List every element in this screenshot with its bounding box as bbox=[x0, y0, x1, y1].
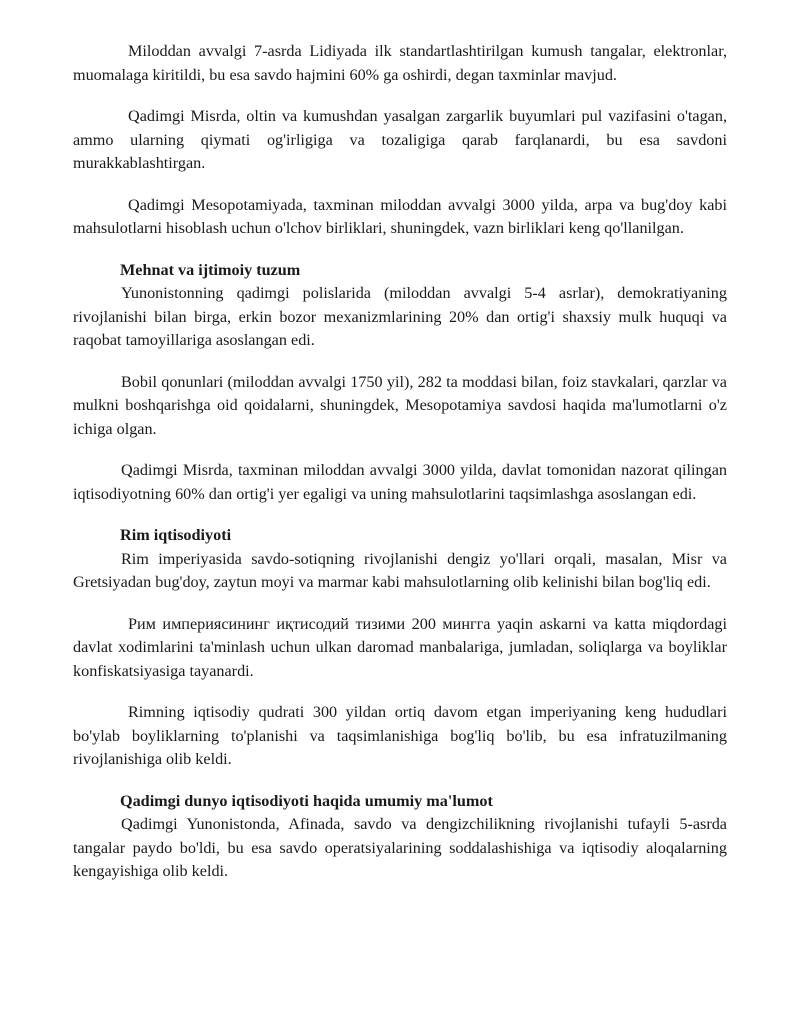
section-heading: Mehnat va ijtimoiy tuzum bbox=[120, 260, 301, 279]
paragraph: Qadimgi Yunonistonda, Afinada, savdo va dengizchilikning rivojlanishi tufayli 5-asrda tangalar paydo bo'ldi, bu esa savdo operatsiyalarining soddalashishiga va iqtisodiy aloqalarning kengayishiga olib keldi. bbox=[73, 815, 727, 880]
paragraph: Miloddan avvalgi 7-asrda Lidiyada ilk standartlashtirilgan kumush tangalar, elektronlar, muomalaga kiritildi, bu esa savdo hajmini 60% ga oshirdi, degan taxminlar mavjud. bbox=[73, 42, 727, 84]
paragraph: Yunonistonning qadimgi polislarida (miloddan avvalgi 5-4 asrlar), demokratiyaning rivojlanishi bilan birga, erkin bozor mexanizmlarining 20% dan ortig'i shaxsiy mulk huquqi va raqobat tamoyillariga asoslangan edi. bbox=[73, 284, 727, 349]
paragraph: Qadimgi Misrda, oltin va kumushdan yasalgan zargarlik buyumlari pul vazifasini o'tagan, ammo ularning qiymati og'irligiga va tozaligiga qarab farqlanardi, bu esa savdoni murakkablashtirgan. bbox=[73, 107, 727, 172]
paragraph: Rim imperiyasida savdo-sotiqning rivojlanishi dengiz yo'llari orqali, masalan, Misr va Gretsiyadan bug'doy, zaytun moyi va marmar kabi mahsulotlarning olib kelinishi bilan bog'liq edi. bbox=[73, 549, 727, 591]
document-page bbox=[73, 40, 727, 902]
paragraph: Qadimgi Mesopotamiyada, taxminan miloddan avvalgi 3000 yilda, arpa va bug'doy kabi mahsulotlarni hisoblash uchun o'lchov birliklari, shuningdek, vazn birliklari keng qo'llanilgan. bbox=[73, 195, 727, 237]
section-heading: Rim iqtisodiyoti bbox=[120, 526, 232, 544]
paragraph: Bobil qonunlari (miloddan avvalgi 1750 yil), 282 ta moddasi bilan, foiz stavkalari, qarzlar va mulkni boshqarishga oid qoidalarni, shuningdek, Mesopotamiya savdosi haqida ma'lumotlarni o'z ichiga olgan. bbox=[73, 372, 727, 438]
section-heading: Qadimgi dunyo iqtisodiyoti haqida umumiy ma'lumot bbox=[120, 791, 493, 810]
paragraph: Рим империясининг иқтисодий тизими 200 мингга yaqin askarni va katta miqdordagi davlat xodimlarini ta'minlash uchun ulkan daromad manbalariga, jumladan, soliqlarga va boyliklar konfiskatsiyasiga tayanardi. bbox=[73, 614, 727, 680]
paragraph: Rimning iqtisodiy qudrati 300 yildan ortiq davom etgan imperiyaning keng hududlari bo'ylab boyliklarning to'planishi va taqsimlanishiga bog'liq bo'lib, bu esa infratuzilmaning rivojlanishiga olib keldi. bbox=[73, 703, 727, 768]
paragraph: Qadimgi Misrda, taxminan miloddan avvalgi 3000 yilda, davlat tomonidan nazorat qilingan iqtisodiyotning 60% dan ortig'i yer egaligi va uning mahsulotlarini taqsimlashga asoslangan edi. bbox=[73, 461, 727, 503]
